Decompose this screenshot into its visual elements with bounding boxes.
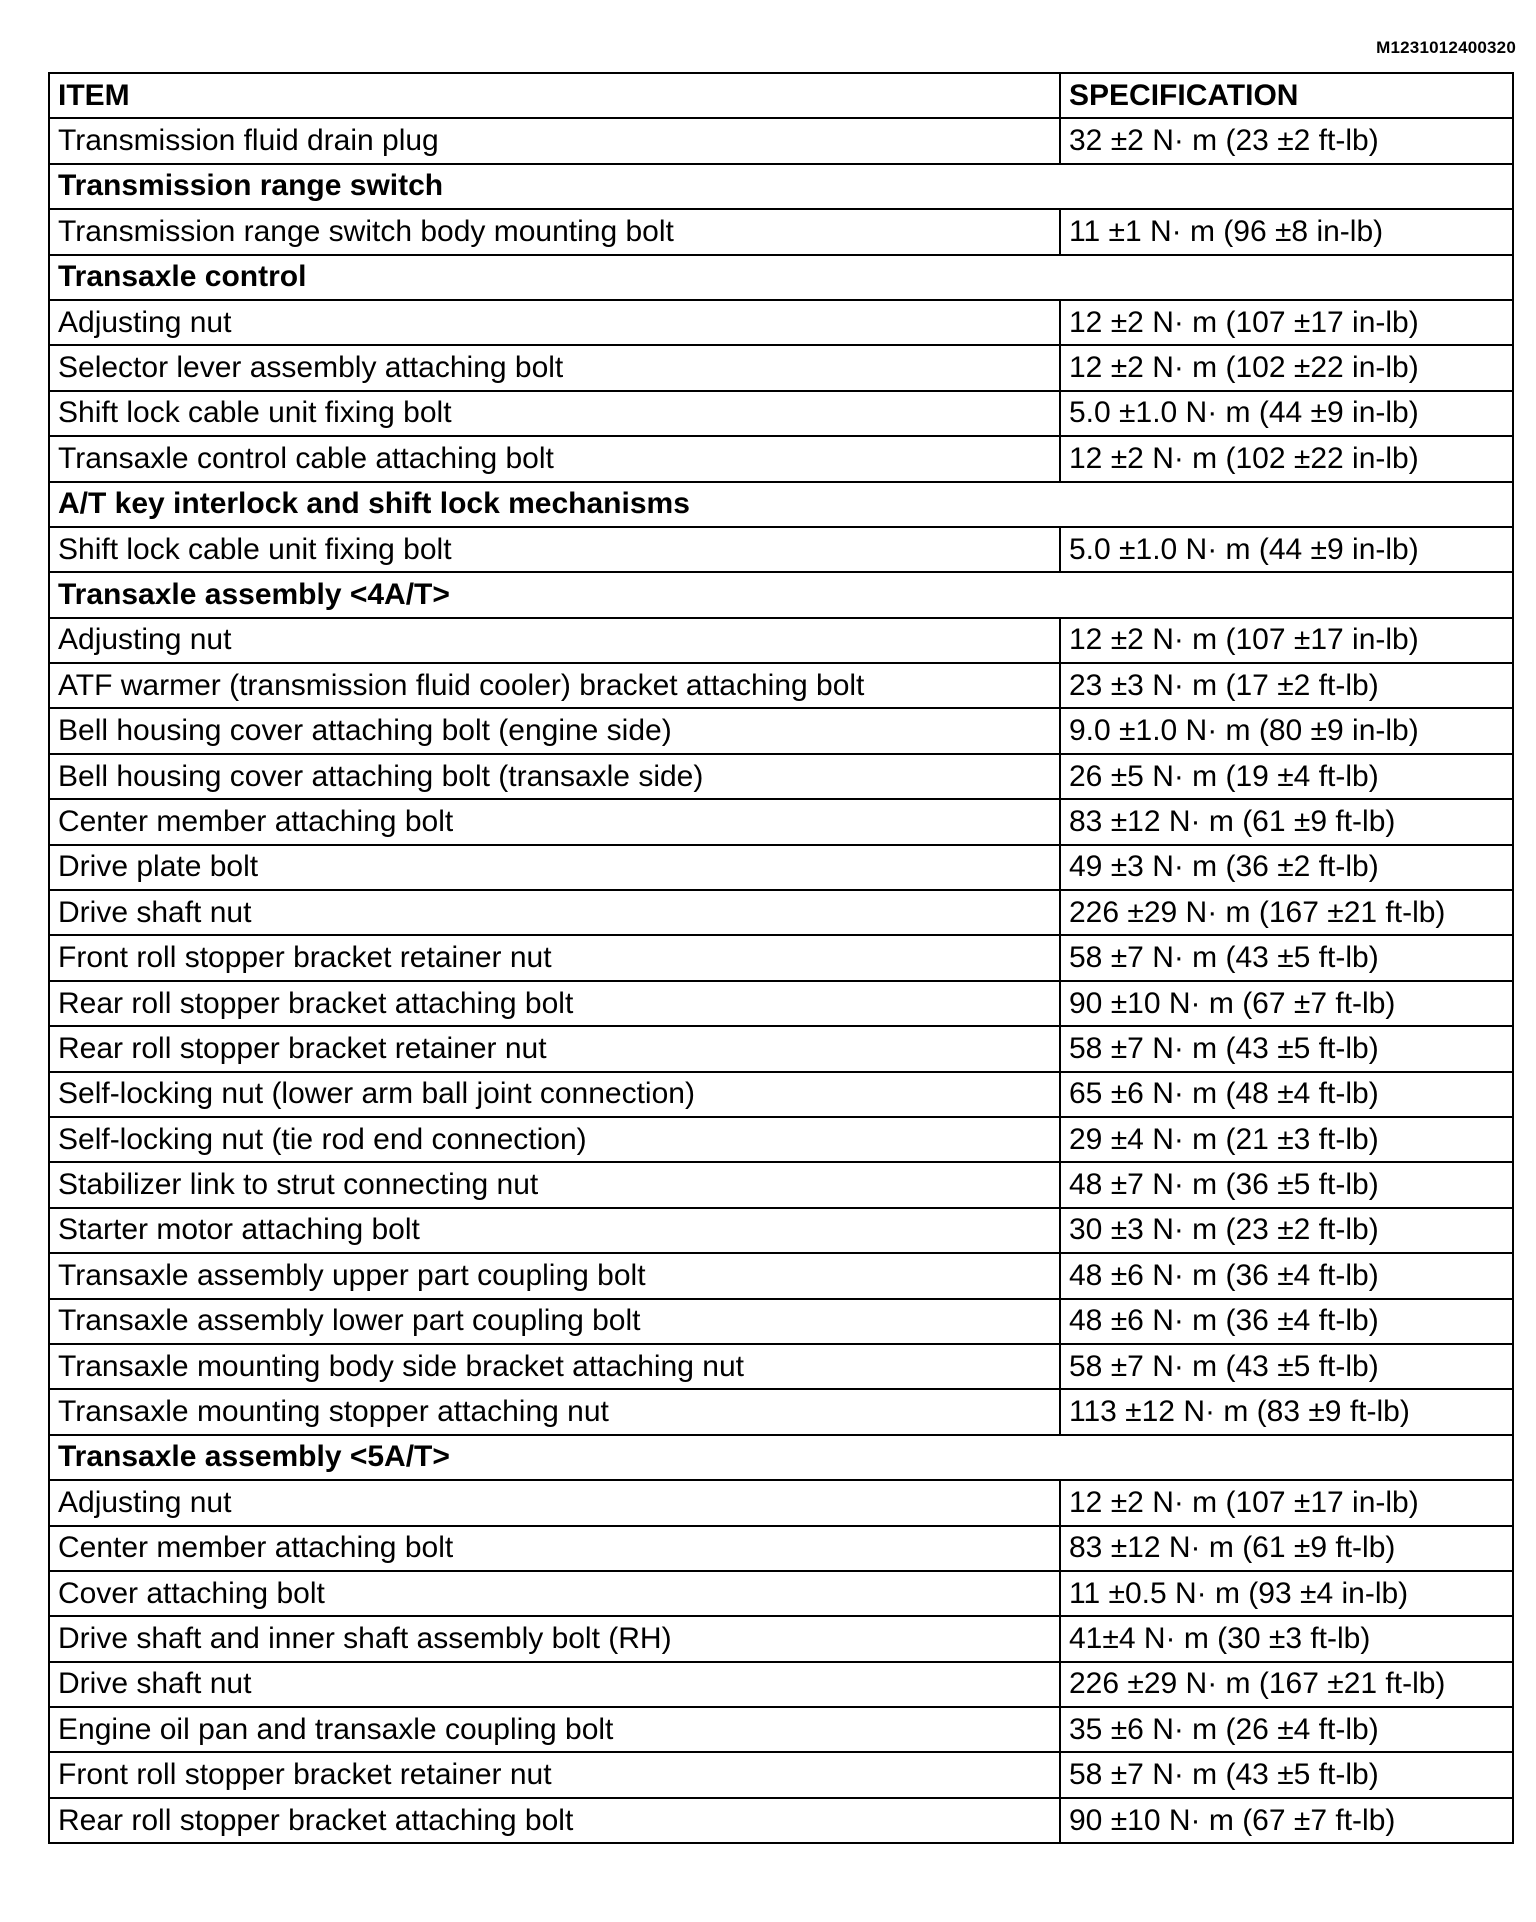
table-row <box>49 1344 1513 1389</box>
spec-cell: 65 ±6 N· m (48 ±4 ft-lb) <box>1060 1072 1513 1117</box>
item-cell: Shift lock cable unit fixing bolt <box>49 391 1060 436</box>
table-row <box>49 436 1513 481</box>
spec-cell: 58 ±7 N· m (43 ±5 ft-lb) <box>1060 935 1513 980</box>
table-row <box>49 1208 1513 1253</box>
spec-cell: 29 ±4 N· m (21 ±3 ft-lb) <box>1060 1117 1513 1162</box>
table-row <box>49 1752 1513 1797</box>
section-title: Transaxle control <box>49 255 1513 300</box>
item-cell: Center member attaching bolt <box>49 799 1060 844</box>
section-title: Transmission range switch <box>49 164 1513 209</box>
table-row <box>49 345 1513 390</box>
spec-cell: 12 ±2 N· m (102 ±22 in-lb) <box>1060 345 1513 390</box>
item-cell: Transaxle mounting body side bracket attaching nut <box>49 1344 1060 1389</box>
item-cell: Transaxle control cable attaching bolt <box>49 436 1060 481</box>
spec-cell: 12 ±2 N· m (107 ±17 in-lb) <box>1060 1480 1513 1525</box>
item-cell: Front roll stopper bracket retainer nut <box>49 935 1060 980</box>
table-row <box>49 1571 1513 1616</box>
section-row <box>49 255 1513 300</box>
spec-cell: 35 ±6 N· m (26 ±4 ft-lb) <box>1060 1707 1513 1752</box>
section-title: A/T key interlock and shift lock mechanisms <box>49 482 1513 527</box>
table-row <box>49 1389 1513 1434</box>
item-cell: Drive shaft nut <box>49 1662 1060 1707</box>
spec-cell: 49 ±3 N· m (36 ±2 ft-lb) <box>1060 845 1513 890</box>
item-cell: Stabilizer link to strut connecting nut <box>49 1162 1060 1207</box>
section-row <box>49 482 1513 527</box>
spec-cell: 48 ±6 N· m (36 ±4 ft-lb) <box>1060 1299 1513 1344</box>
spec-cell: 41±4 N· m (30 ±3 ft-lb) <box>1060 1616 1513 1661</box>
item-cell: Transmission fluid drain plug <box>49 118 1060 163</box>
item-cell: Cover attaching bolt <box>49 1571 1060 1616</box>
item-cell: Selector lever assembly attaching bolt <box>49 345 1060 390</box>
table-row <box>49 118 1513 163</box>
table-row <box>49 391 1513 436</box>
table-row <box>49 1526 1513 1571</box>
spec-cell: 226 ±29 N· m (167 ±21 ft-lb) <box>1060 890 1513 935</box>
table-row <box>49 1662 1513 1707</box>
item-cell: Self-locking nut (tie rod end connection) <box>49 1117 1060 1162</box>
spec-cell: 30 ±3 N· m (23 ±2 ft-lb) <box>1060 1208 1513 1253</box>
spec-cell: 90 ±10 N· m (67 ±7 ft-lb) <box>1060 981 1513 1026</box>
table-row <box>49 1162 1513 1207</box>
item-cell: Rear roll stopper bracket attaching bolt <box>49 1798 1060 1843</box>
item-cell: Adjusting nut <box>49 300 1060 345</box>
spec-cell: 12 ±2 N· m (102 ±22 in-lb) <box>1060 436 1513 481</box>
item-cell: Transaxle mounting stopper attaching nut <box>49 1389 1060 1434</box>
spec-cell: 58 ±7 N· m (43 ±5 ft-lb) <box>1060 1752 1513 1797</box>
item-cell: Bell housing cover attaching bolt (transaxle side) <box>49 754 1060 799</box>
table-row <box>49 1299 1513 1344</box>
section-title: Transaxle assembly <5A/T> <box>49 1435 1513 1480</box>
table-row <box>49 1480 1513 1525</box>
table-row <box>49 1798 1513 1843</box>
table-row <box>49 1253 1513 1298</box>
table-row <box>49 1026 1513 1071</box>
spec-cell: 9.0 ±1.0 N· m (80 ±9 in-lb) <box>1060 708 1513 753</box>
section-row <box>49 572 1513 617</box>
spec-cell: 5.0 ±1.0 N· m (44 ±9 in-lb) <box>1060 527 1513 572</box>
item-cell: ATF warmer (transmission fluid cooler) bracket attaching bolt <box>49 663 1060 708</box>
item-cell: Drive plate bolt <box>49 845 1060 890</box>
spec-cell: 113 ±12 N· m (83 ±9 ft-lb) <box>1060 1389 1513 1434</box>
document-code: M1231012400320 <box>1376 38 1516 57</box>
item-cell: Adjusting nut <box>49 1480 1060 1525</box>
table-row <box>49 1072 1513 1117</box>
item-cell: Drive shaft and inner shaft assembly bolt (RH) <box>49 1616 1060 1661</box>
table-row <box>49 754 1513 799</box>
item-cell: Rear roll stopper bracket attaching bolt <box>49 981 1060 1026</box>
item-cell: Self-locking nut (lower arm ball joint connection) <box>49 1072 1060 1117</box>
spec-cell: 5.0 ±1.0 N· m (44 ±9 in-lb) <box>1060 391 1513 436</box>
item-cell: Drive shaft nut <box>49 890 1060 935</box>
table-row <box>49 300 1513 345</box>
item-cell: Engine oil pan and transaxle coupling bolt <box>49 1707 1060 1752</box>
item-cell: Transaxle assembly lower part coupling bolt <box>49 1299 1060 1344</box>
column-header-item: ITEM <box>49 73 1060 118</box>
table-row <box>49 708 1513 753</box>
spec-cell: 58 ±7 N· m (43 ±5 ft-lb) <box>1060 1026 1513 1071</box>
spec-cell: 226 ±29 N· m (167 ±21 ft-lb) <box>1060 1662 1513 1707</box>
spec-cell: 83 ±12 N· m (61 ±9 ft-lb) <box>1060 1526 1513 1571</box>
spec-cell: 32 ±2 N· m (23 ±2 ft-lb) <box>1060 118 1513 163</box>
item-cell: Shift lock cable unit fixing bolt <box>49 527 1060 572</box>
table-row <box>49 799 1513 844</box>
item-cell: Starter motor attaching bolt <box>49 1208 1060 1253</box>
spec-cell: 90 ±10 N· m (67 ±7 ft-lb) <box>1060 1798 1513 1843</box>
table-row <box>49 981 1513 1026</box>
item-cell: Bell housing cover attaching bolt (engine side) <box>49 708 1060 753</box>
table-row <box>49 209 1513 254</box>
item-cell: Adjusting nut <box>49 618 1060 663</box>
item-cell: Center member attaching bolt <box>49 1526 1060 1571</box>
spec-cell: 12 ±2 N· m (107 ±17 in-lb) <box>1060 300 1513 345</box>
section-title: Transaxle assembly <4A/T> <box>49 572 1513 617</box>
table-row <box>49 935 1513 980</box>
spec-cell: 83 ±12 N· m (61 ±9 ft-lb) <box>1060 799 1513 844</box>
spec-cell: 23 ±3 N· m (17 ±2 ft-lb) <box>1060 663 1513 708</box>
item-cell: Rear roll stopper bracket retainer nut <box>49 1026 1060 1071</box>
section-row <box>49 1435 1513 1480</box>
item-cell: Transmission range switch body mounting bolt <box>49 209 1060 254</box>
table-body <box>49 118 1513 1843</box>
table-row <box>49 1117 1513 1162</box>
spec-cell: 12 ±2 N· m (107 ±17 in-lb) <box>1060 618 1513 663</box>
table-row <box>49 845 1513 890</box>
spec-cell: 11 ±1 N· m (96 ±8 in-lb) <box>1060 209 1513 254</box>
table-row <box>49 1707 1513 1752</box>
spec-cell: 48 ±7 N· m (36 ±5 ft-lb) <box>1060 1162 1513 1207</box>
spec-cell: 26 ±5 N· m (19 ±4 ft-lb) <box>1060 754 1513 799</box>
section-row <box>49 164 1513 209</box>
table-row <box>49 527 1513 572</box>
spec-cell: 11 ±0.5 N· m (93 ±4 in-lb) <box>1060 1571 1513 1616</box>
table-row <box>49 618 1513 663</box>
table-row <box>49 663 1513 708</box>
item-cell: Front roll stopper bracket retainer nut <box>49 1752 1060 1797</box>
table-row <box>49 1616 1513 1661</box>
spec-cell: 48 ±6 N· m (36 ±4 ft-lb) <box>1060 1253 1513 1298</box>
torque-spec-table <box>48 72 1514 1844</box>
spec-cell: 58 ±7 N· m (43 ±5 ft-lb) <box>1060 1344 1513 1389</box>
table-header-row <box>49 73 1513 118</box>
item-cell: Transaxle assembly upper part coupling bolt <box>49 1253 1060 1298</box>
table-row <box>49 890 1513 935</box>
column-header-specification: SPECIFICATION <box>1060 73 1513 118</box>
